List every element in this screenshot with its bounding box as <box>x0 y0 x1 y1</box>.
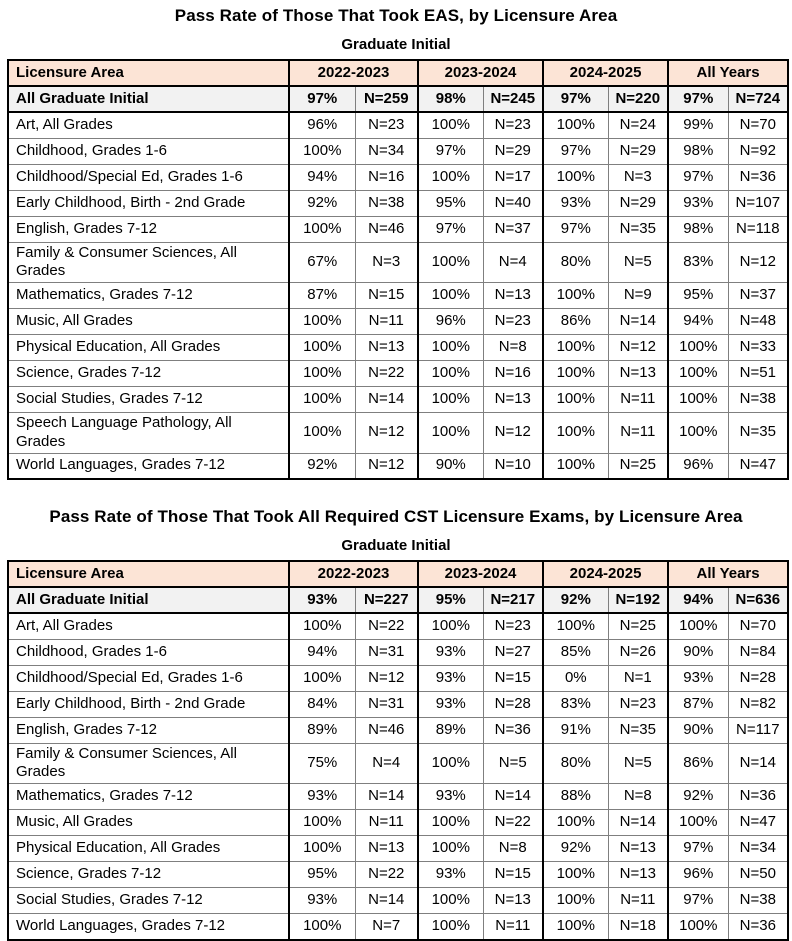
licensure-area-cell: Art, All Grades <box>8 112 289 138</box>
pass-rate-cell: 90% <box>668 639 728 665</box>
eas-table-subtitle: Graduate Initial <box>341 36 451 53</box>
n-count-cell: N=23 <box>483 309 543 335</box>
pass-rate-cell: 97% <box>543 216 608 242</box>
n-count-cell: N=259 <box>355 86 418 112</box>
n-count-cell: N=47 <box>728 810 788 836</box>
n-count-cell: N=31 <box>355 691 418 717</box>
licensure-area-cell: Physical Education, All Grades <box>8 335 289 361</box>
pass-rate-cell: 100% <box>418 164 483 190</box>
n-count-cell: N=18 <box>608 914 668 940</box>
pass-rate-cell: 100% <box>418 112 483 138</box>
pass-rate-cell: 100% <box>418 810 483 836</box>
table-row <box>8 691 788 717</box>
table-row <box>8 784 788 810</box>
pass-rate-cell: 97% <box>668 164 728 190</box>
pass-rate-cell: 100% <box>418 888 483 914</box>
pass-rate-cell: 93% <box>289 784 355 810</box>
cst-header-row <box>8 561 788 587</box>
table-row <box>8 717 788 743</box>
licensure-area-cell: World Languages, Grades 7-12 <box>8 914 289 940</box>
n-count-cell: N=16 <box>483 361 543 387</box>
n-count-cell: N=22 <box>355 361 418 387</box>
licensure-area-cell: Science, Grades 7-12 <box>8 862 289 888</box>
n-count-cell: N=23 <box>483 613 543 639</box>
n-count-cell: N=13 <box>355 836 418 862</box>
pass-rate-cell: 97% <box>418 216 483 242</box>
n-count-cell: N=4 <box>355 743 418 784</box>
pass-rate-cell: 98% <box>668 216 728 242</box>
pass-rate-cell: 100% <box>668 335 728 361</box>
pass-rate-cell: 96% <box>668 862 728 888</box>
pass-rate-cell: 100% <box>418 242 483 283</box>
n-count-cell: N=12 <box>483 413 543 454</box>
n-count-cell: N=38 <box>728 888 788 914</box>
n-count-cell: N=25 <box>608 613 668 639</box>
pass-rate-cell: 100% <box>289 361 355 387</box>
pass-rate-cell: 100% <box>543 862 608 888</box>
eas-table-section <box>0 6 792 480</box>
summary-row <box>8 86 788 112</box>
n-count-cell: N=13 <box>483 888 543 914</box>
table-row <box>8 639 788 665</box>
n-count-cell: N=12 <box>355 413 418 454</box>
pass-rate-cell: 100% <box>289 138 355 164</box>
n-count-cell: N=1 <box>608 665 668 691</box>
eas-header-row <box>8 60 788 86</box>
n-count-cell: N=14 <box>608 810 668 836</box>
pass-rate-cell: 100% <box>543 888 608 914</box>
n-count-cell: N=70 <box>728 613 788 639</box>
licensure-area-cell: Childhood, Grades 1-6 <box>8 639 289 665</box>
n-count-cell: N=46 <box>355 717 418 743</box>
pass-rate-cell: 92% <box>543 587 608 613</box>
eas-pass-rate-table <box>7 59 789 480</box>
pass-rate-cell: 100% <box>668 387 728 413</box>
n-count-cell: N=9 <box>608 283 668 309</box>
n-count-cell: N=3 <box>355 242 418 283</box>
pass-rate-cell: 91% <box>543 717 608 743</box>
n-count-cell: N=23 <box>483 112 543 138</box>
n-count-cell: N=12 <box>728 242 788 283</box>
pass-rate-cell: 97% <box>668 888 728 914</box>
n-count-cell: N=16 <box>355 164 418 190</box>
n-count-cell: N=11 <box>355 309 418 335</box>
licensure-area-cell: All Graduate Initial <box>8 587 289 613</box>
pass-rate-cell: 95% <box>289 862 355 888</box>
n-count-cell: N=117 <box>728 717 788 743</box>
n-count-cell: N=17 <box>483 164 543 190</box>
table-row <box>8 138 788 164</box>
pass-rate-cell: 100% <box>418 743 483 784</box>
pass-rate-cell: 87% <box>289 283 355 309</box>
pass-rate-cell: 85% <box>543 639 608 665</box>
n-count-cell: N=5 <box>483 743 543 784</box>
table-row <box>8 914 788 940</box>
pass-rate-cell: 97% <box>289 86 355 112</box>
table-row <box>8 242 788 283</box>
n-count-cell: N=13 <box>355 335 418 361</box>
n-count-cell: N=3 <box>608 164 668 190</box>
licensure-area-cell: Childhood/Special Ed, Grades 1-6 <box>8 665 289 691</box>
n-count-cell: N=36 <box>483 717 543 743</box>
table-row <box>8 665 788 691</box>
n-count-cell: N=14 <box>355 784 418 810</box>
pass-rate-cell: 97% <box>668 86 728 112</box>
n-count-cell: N=28 <box>483 691 543 717</box>
col-header-year-2022-2023: 2022-2023 <box>289 561 418 587</box>
pass-rate-cell: 96% <box>668 453 728 479</box>
n-count-cell: N=92 <box>728 138 788 164</box>
n-count-cell: N=22 <box>355 862 418 888</box>
table-row <box>8 309 788 335</box>
table-row <box>8 413 788 454</box>
pass-rate-cell: 94% <box>668 587 728 613</box>
n-count-cell: N=70 <box>728 112 788 138</box>
pass-rate-cell: 100% <box>289 413 355 454</box>
n-count-cell: N=7 <box>355 914 418 940</box>
n-count-cell: N=36 <box>728 784 788 810</box>
pass-rate-cell: 93% <box>418 691 483 717</box>
n-count-cell: N=82 <box>728 691 788 717</box>
pass-rate-cell: 80% <box>543 242 608 283</box>
pass-rate-cell: 96% <box>418 309 483 335</box>
pass-rate-cell: 100% <box>543 361 608 387</box>
n-count-cell: N=11 <box>608 387 668 413</box>
pass-rate-cell: 100% <box>668 413 728 454</box>
n-count-cell: N=25 <box>608 453 668 479</box>
pass-rate-cell: 94% <box>668 309 728 335</box>
pass-rate-cell: 93% <box>418 784 483 810</box>
n-count-cell: N=22 <box>355 613 418 639</box>
licensure-area-cell: Early Childhood, Birth - 2nd Grade <box>8 691 289 717</box>
table-row <box>8 836 788 862</box>
cst-table-title: Pass Rate of Those That Took All Required CST Licensure Exams, by Licensure Area <box>49 507 743 526</box>
pass-rate-cell: 100% <box>543 283 608 309</box>
pass-rate-cell: 94% <box>289 639 355 665</box>
pass-rate-cell: 95% <box>668 283 728 309</box>
n-count-cell: N=31 <box>355 639 418 665</box>
pass-rate-cell: 100% <box>418 335 483 361</box>
n-count-cell: N=33 <box>728 335 788 361</box>
n-count-cell: N=10 <box>483 453 543 479</box>
licensure-area-cell: Early Childhood, Birth - 2nd Grade <box>8 190 289 216</box>
table-row <box>8 361 788 387</box>
table-row <box>8 387 788 413</box>
pass-rate-cell: 84% <box>289 691 355 717</box>
pass-rate-cell: 90% <box>418 453 483 479</box>
n-count-cell: N=11 <box>608 413 668 454</box>
pass-rate-cell: 100% <box>289 335 355 361</box>
table-row <box>8 164 788 190</box>
pass-rate-cell: 100% <box>289 216 355 242</box>
n-count-cell: N=5 <box>608 743 668 784</box>
pass-rate-cell: 100% <box>543 164 608 190</box>
n-count-cell: N=8 <box>608 784 668 810</box>
n-count-cell: N=636 <box>728 587 788 613</box>
pass-rate-cell: 100% <box>289 836 355 862</box>
n-count-cell: N=37 <box>728 283 788 309</box>
n-count-cell: N=23 <box>355 112 418 138</box>
n-count-cell: N=15 <box>355 283 418 309</box>
pass-rate-cell: 94% <box>289 164 355 190</box>
n-count-cell: N=35 <box>608 717 668 743</box>
col-header-all-years: All Years <box>668 60 788 86</box>
n-count-cell: N=34 <box>355 138 418 164</box>
pass-rate-cell: 100% <box>543 613 608 639</box>
pass-rate-cell: 100% <box>543 453 608 479</box>
n-count-cell: N=29 <box>483 138 543 164</box>
n-count-cell: N=36 <box>728 914 788 940</box>
pass-rate-cell: 97% <box>668 836 728 862</box>
col-header-year-2023-2024: 2023-2024 <box>418 60 543 86</box>
col-header-all-years: All Years <box>668 561 788 587</box>
pass-rate-cell: 100% <box>543 112 608 138</box>
eas-table-title: Pass Rate of Those That Took EAS, by Licensure Area <box>174 6 618 25</box>
licensure-area-cell: Mathematics, Grades 7-12 <box>8 283 289 309</box>
n-count-cell: N=24 <box>608 112 668 138</box>
pass-rate-cell: 100% <box>289 309 355 335</box>
n-count-cell: N=220 <box>608 86 668 112</box>
n-count-cell: N=46 <box>355 216 418 242</box>
n-count-cell: N=35 <box>608 216 668 242</box>
pass-rate-cell: 89% <box>289 717 355 743</box>
n-count-cell: N=35 <box>728 413 788 454</box>
pass-rate-cell: 100% <box>289 613 355 639</box>
pass-rate-cell: 100% <box>289 810 355 836</box>
licensure-area-cell: All Graduate Initial <box>8 86 289 112</box>
pass-rate-cell: 87% <box>668 691 728 717</box>
pass-rate-cell: 0% <box>543 665 608 691</box>
licensure-area-cell: Music, All Grades <box>8 309 289 335</box>
pass-rate-cell: 80% <box>543 743 608 784</box>
n-count-cell: N=217 <box>483 587 543 613</box>
pass-rate-cell: 92% <box>289 453 355 479</box>
n-count-cell: N=11 <box>483 914 543 940</box>
n-count-cell: N=13 <box>608 862 668 888</box>
table-row <box>8 112 788 138</box>
pass-rate-cell: 95% <box>418 190 483 216</box>
pass-rate-cell: 100% <box>418 613 483 639</box>
n-count-cell: N=13 <box>483 283 543 309</box>
pass-rate-cell: 93% <box>289 888 355 914</box>
n-count-cell: N=14 <box>355 888 418 914</box>
pass-rate-cell: 100% <box>418 387 483 413</box>
pass-rate-cell: 93% <box>418 639 483 665</box>
n-count-cell: N=48 <box>728 309 788 335</box>
n-count-cell: N=29 <box>608 138 668 164</box>
table-row <box>8 613 788 639</box>
n-count-cell: N=36 <box>728 164 788 190</box>
eas-table-body <box>8 86 788 479</box>
pass-rate-cell: 92% <box>668 784 728 810</box>
pass-rate-cell: 98% <box>668 138 728 164</box>
pass-rate-cell: 96% <box>289 112 355 138</box>
licensure-area-cell: Physical Education, All Grades <box>8 836 289 862</box>
licensure-area-cell: Social Studies, Grades 7-12 <box>8 387 289 413</box>
n-count-cell: N=8 <box>483 335 543 361</box>
n-count-cell: N=15 <box>483 665 543 691</box>
pass-rate-cell: 100% <box>543 914 608 940</box>
pass-rate-cell: 93% <box>289 587 355 613</box>
licensure-area-cell: Music, All Grades <box>8 810 289 836</box>
n-count-cell: N=11 <box>355 810 418 836</box>
pass-rate-cell: 88% <box>543 784 608 810</box>
pass-rate-cell: 92% <box>543 836 608 862</box>
table-row <box>8 810 788 836</box>
pass-rate-cell: 93% <box>543 190 608 216</box>
table-row <box>8 190 788 216</box>
n-count-cell: N=11 <box>608 888 668 914</box>
n-count-cell: N=47 <box>728 453 788 479</box>
n-count-cell: N=724 <box>728 86 788 112</box>
table-row <box>8 743 788 784</box>
licensure-area-cell: English, Grades 7-12 <box>8 216 289 242</box>
licensure-area-cell: Speech Language Pathology, All Grades <box>8 413 289 454</box>
n-count-cell: N=26 <box>608 639 668 665</box>
licensure-area-cell: Social Studies, Grades 7-12 <box>8 888 289 914</box>
n-count-cell: N=34 <box>728 836 788 862</box>
pass-rate-cell: 100% <box>418 914 483 940</box>
table-row <box>8 283 788 309</box>
licensure-area-cell: Science, Grades 7-12 <box>8 361 289 387</box>
pass-rate-cell: 100% <box>668 914 728 940</box>
pass-rate-cell: 83% <box>668 242 728 283</box>
n-count-cell: N=227 <box>355 587 418 613</box>
col-header-year-2024-2025: 2024-2025 <box>543 60 668 86</box>
pass-rate-cell: 89% <box>418 717 483 743</box>
n-count-cell: N=12 <box>355 665 418 691</box>
pass-rate-cell: 83% <box>543 691 608 717</box>
pass-rate-cell: 100% <box>543 387 608 413</box>
cst-pass-rate-table <box>7 560 789 941</box>
n-count-cell: N=12 <box>355 453 418 479</box>
pass-rate-cell: 97% <box>418 138 483 164</box>
licensure-area-cell: Art, All Grades <box>8 613 289 639</box>
pass-rate-cell: 100% <box>289 387 355 413</box>
pass-rate-cell: 100% <box>668 613 728 639</box>
n-count-cell: N=28 <box>728 665 788 691</box>
pass-rate-cell: 86% <box>543 309 608 335</box>
n-count-cell: N=192 <box>608 587 668 613</box>
n-count-cell: N=84 <box>728 639 788 665</box>
pass-rate-cell: 97% <box>543 138 608 164</box>
pass-rate-cell: 100% <box>543 413 608 454</box>
pass-rate-cell: 92% <box>289 190 355 216</box>
cst-table-subtitle: Graduate Initial <box>341 537 451 554</box>
col-header-licensure-area: Licensure Area <box>8 60 289 86</box>
n-count-cell: N=22 <box>483 810 543 836</box>
n-count-cell: N=40 <box>483 190 543 216</box>
cst-table-body <box>8 587 788 940</box>
col-header-year-2022-2023: 2022-2023 <box>289 60 418 86</box>
pass-rate-cell: 93% <box>418 665 483 691</box>
table-row <box>8 453 788 479</box>
summary-row <box>8 587 788 613</box>
n-count-cell: N=8 <box>483 836 543 862</box>
pass-rate-cell: 100% <box>418 836 483 862</box>
licensure-area-cell: Childhood, Grades 1-6 <box>8 138 289 164</box>
n-count-cell: N=14 <box>355 387 418 413</box>
n-count-cell: N=14 <box>728 743 788 784</box>
pass-rate-cell: 100% <box>543 810 608 836</box>
n-count-cell: N=14 <box>483 784 543 810</box>
n-count-cell: N=13 <box>483 387 543 413</box>
licensure-area-cell: Family & Consumer Sciences, All Grades <box>8 242 289 283</box>
pass-rate-cell: 93% <box>668 665 728 691</box>
n-count-cell: N=50 <box>728 862 788 888</box>
pass-rate-cell: 67% <box>289 242 355 283</box>
pass-rate-cell: 100% <box>289 665 355 691</box>
pass-rate-cell: 90% <box>668 717 728 743</box>
n-count-cell: N=107 <box>728 190 788 216</box>
licensure-area-cell: Childhood/Special Ed, Grades 1-6 <box>8 164 289 190</box>
table-row <box>8 888 788 914</box>
licensure-area-cell: World Languages, Grades 7-12 <box>8 453 289 479</box>
n-count-cell: N=51 <box>728 361 788 387</box>
pass-rate-cell: 93% <box>668 190 728 216</box>
n-count-cell: N=38 <box>355 190 418 216</box>
pass-rate-cell: 100% <box>543 335 608 361</box>
pass-rate-cell: 100% <box>418 413 483 454</box>
pass-rate-cell: 99% <box>668 112 728 138</box>
n-count-cell: N=4 <box>483 242 543 283</box>
pass-rate-cell: 100% <box>668 361 728 387</box>
pass-rate-cell: 100% <box>418 283 483 309</box>
n-count-cell: N=13 <box>608 361 668 387</box>
cst-table-section <box>0 507 792 941</box>
pass-rate-cell: 75% <box>289 743 355 784</box>
licensure-area-cell: English, Grades 7-12 <box>8 717 289 743</box>
licensure-area-cell: Mathematics, Grades 7-12 <box>8 784 289 810</box>
n-count-cell: N=12 <box>608 335 668 361</box>
col-header-year-2023-2024: 2023-2024 <box>418 561 543 587</box>
n-count-cell: N=38 <box>728 387 788 413</box>
col-header-licensure-area: Licensure Area <box>8 561 289 587</box>
n-count-cell: N=118 <box>728 216 788 242</box>
col-header-year-2024-2025: 2024-2025 <box>543 561 668 587</box>
n-count-cell: N=14 <box>608 309 668 335</box>
n-count-cell: N=37 <box>483 216 543 242</box>
pass-rate-cell: 93% <box>418 862 483 888</box>
pass-rate-cell: 100% <box>418 361 483 387</box>
n-count-cell: N=23 <box>608 691 668 717</box>
pass-rate-cell: 95% <box>418 587 483 613</box>
table-row <box>8 335 788 361</box>
pass-rate-cell: 86% <box>668 743 728 784</box>
pass-rate-cell: 100% <box>668 810 728 836</box>
n-count-cell: N=13 <box>608 836 668 862</box>
pass-rate-cell: 100% <box>289 914 355 940</box>
n-count-cell: N=27 <box>483 639 543 665</box>
n-count-cell: N=15 <box>483 862 543 888</box>
table-row <box>8 862 788 888</box>
licensure-area-cell: Family & Consumer Sciences, All Grades <box>8 743 289 784</box>
table-row <box>8 216 788 242</box>
n-count-cell: N=245 <box>483 86 543 112</box>
pass-rate-cell: 97% <box>543 86 608 112</box>
n-count-cell: N=5 <box>608 242 668 283</box>
n-count-cell: N=29 <box>608 190 668 216</box>
pass-rate-cell: 98% <box>418 86 483 112</box>
